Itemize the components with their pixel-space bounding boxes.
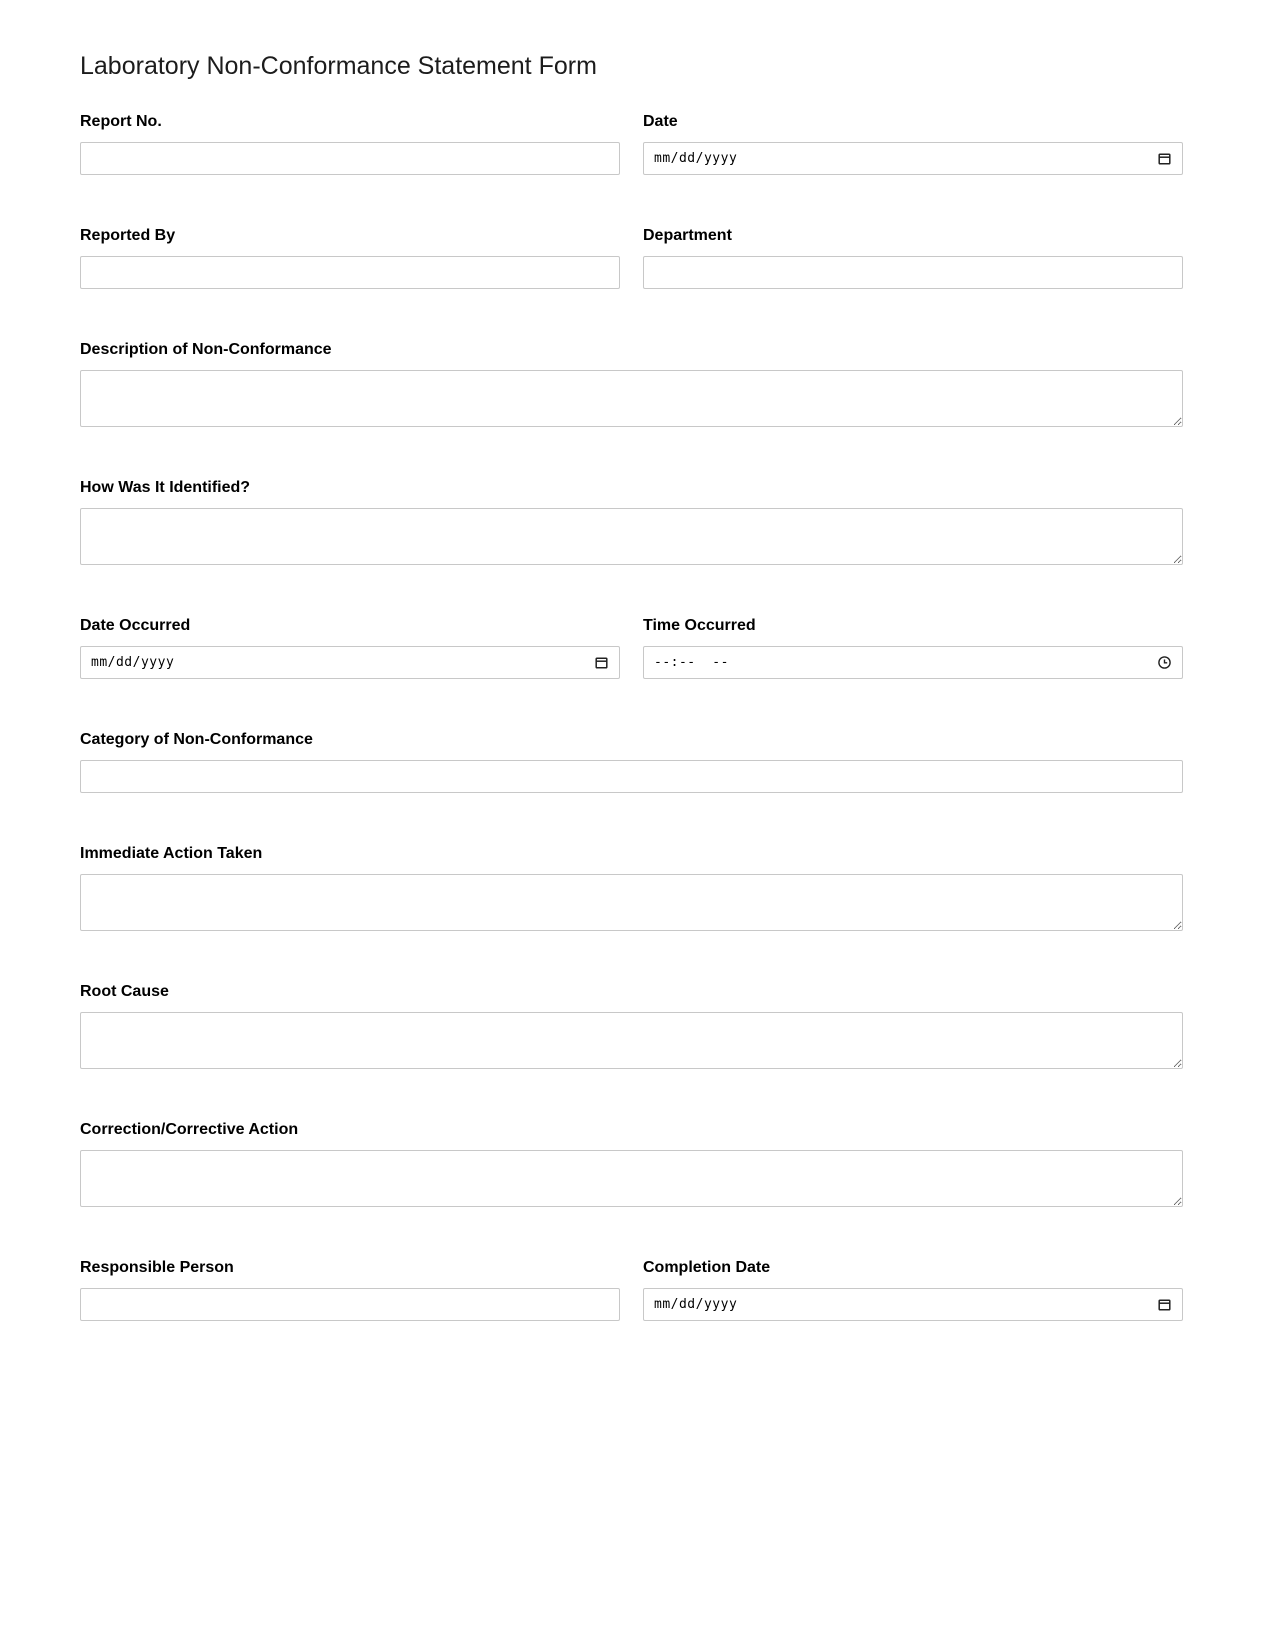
immediate-action-textarea[interactable] bbox=[80, 874, 1183, 931]
department-label: Department bbox=[643, 227, 732, 244]
field-category bbox=[80, 731, 1183, 793]
row-report-date bbox=[80, 113, 1183, 175]
report-no-input[interactable] bbox=[80, 142, 620, 175]
completion-date-input[interactable] bbox=[643, 1288, 1183, 1321]
field-corrective-action bbox=[80, 1121, 1183, 1207]
row-reporter-department bbox=[80, 227, 1183, 289]
page-title: Laboratory Non-Conformance Statement Form bbox=[80, 52, 597, 80]
responsible-person-input[interactable] bbox=[80, 1288, 620, 1321]
description-textarea[interactable] bbox=[80, 370, 1183, 427]
corrective-action-label: Correction/Corrective Action bbox=[80, 1121, 299, 1138]
calendar-icon[interactable] bbox=[1156, 151, 1172, 167]
how-identified-label: How Was It Identified? bbox=[80, 479, 251, 496]
field-how-identified bbox=[80, 479, 1183, 565]
responsible-person-label: Responsible Person bbox=[80, 1259, 234, 1276]
report-no-label: Report No. bbox=[80, 113, 162, 130]
row-responsible-completion bbox=[80, 1259, 1183, 1321]
department-input[interactable] bbox=[643, 256, 1183, 289]
date-occurred-placeholder: mm/dd/yyyy bbox=[91, 655, 175, 670]
root-cause-label: Root Cause bbox=[80, 983, 169, 1000]
date-occurred-label: Date Occurred bbox=[80, 617, 191, 634]
completion-date-placeholder: mm/dd/yyyy bbox=[654, 1297, 738, 1312]
description-label: Description of Non-Conformance bbox=[80, 341, 332, 358]
field-immediate-action bbox=[80, 845, 1183, 931]
field-time-occurred bbox=[643, 617, 1183, 679]
row-date-time-occurred bbox=[80, 617, 1183, 679]
category-input[interactable] bbox=[80, 760, 1183, 793]
immediate-action-label: Immediate Action Taken bbox=[80, 845, 263, 862]
corrective-action-textarea[interactable] bbox=[80, 1150, 1183, 1207]
field-department bbox=[643, 227, 1183, 289]
how-identified-textarea[interactable] bbox=[80, 508, 1183, 565]
date-input[interactable] bbox=[643, 142, 1183, 175]
reported-by-label: Reported By bbox=[80, 227, 176, 244]
field-description bbox=[80, 341, 1183, 427]
category-label: Category of Non-Conformance bbox=[80, 731, 313, 748]
date-occurred-input[interactable] bbox=[80, 646, 620, 679]
reported-by-input[interactable] bbox=[80, 256, 620, 289]
field-report-no bbox=[80, 113, 620, 175]
date-label: Date bbox=[643, 113, 678, 130]
completion-date-label: Completion Date bbox=[643, 1259, 771, 1276]
time-occurred-label: Time Occurred bbox=[643, 617, 756, 634]
root-cause-textarea[interactable] bbox=[80, 1012, 1183, 1069]
clock-icon[interactable] bbox=[1156, 655, 1172, 671]
time-occurred-input[interactable] bbox=[643, 646, 1183, 679]
field-reported-by bbox=[80, 227, 620, 289]
time-occurred-placeholder: --:-- -- bbox=[654, 655, 729, 670]
calendar-icon[interactable] bbox=[593, 655, 609, 671]
calendar-icon[interactable] bbox=[1156, 1297, 1172, 1313]
field-date bbox=[643, 113, 1183, 175]
field-root-cause bbox=[80, 983, 1183, 1069]
field-completion-date bbox=[643, 1259, 1183, 1321]
field-responsible-person bbox=[80, 1259, 620, 1321]
date-placeholder: mm/dd/yyyy bbox=[654, 151, 738, 166]
field-date-occurred bbox=[80, 617, 620, 679]
